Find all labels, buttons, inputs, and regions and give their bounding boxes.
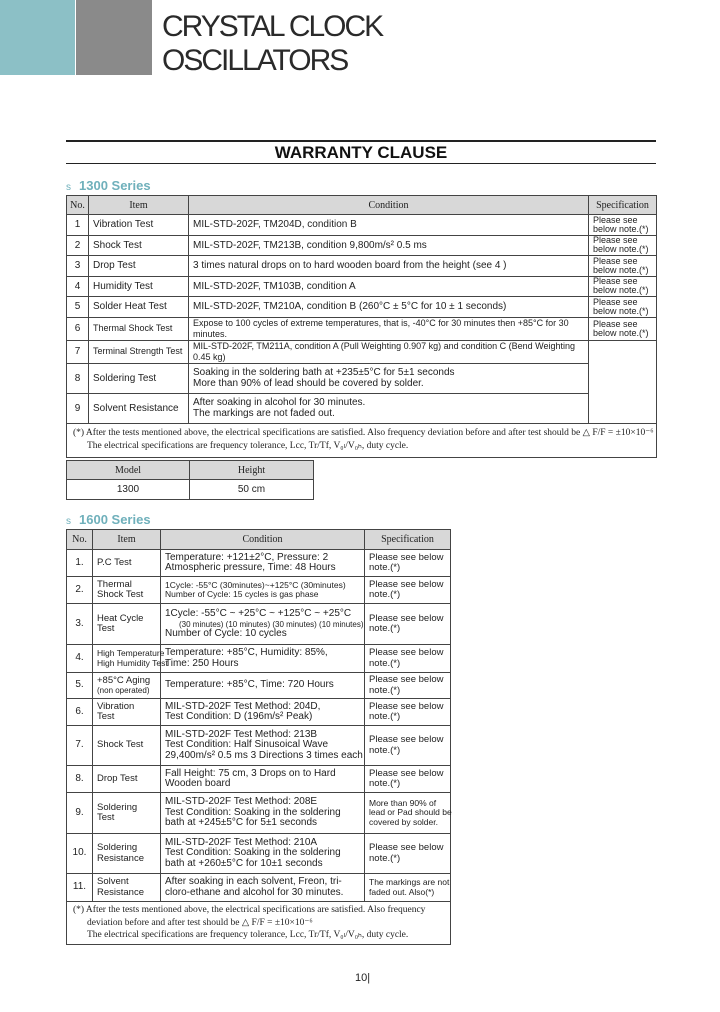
row-item xyxy=(93,577,161,604)
row-spec xyxy=(589,235,657,256)
spec-line: Please see xyxy=(593,318,638,329)
spec-line: Please see below xyxy=(369,734,444,745)
item-line: Vibration xyxy=(97,700,135,712)
row-condition xyxy=(189,393,589,423)
header-spec: Specification xyxy=(365,530,451,550)
series2-bullet: s xyxy=(66,516,71,527)
table-header-row xyxy=(67,461,314,480)
row-condition xyxy=(161,793,365,834)
table-row xyxy=(67,834,451,874)
series2-title: 1600 Series xyxy=(79,512,151,527)
row-condition: Expose to 100 cycles of extreme temperatures, that is, -40°C for 30 minutes then +85°C for 30 minutes. xyxy=(189,317,589,340)
condition-line: Wooden board xyxy=(165,778,231,789)
table-row xyxy=(67,793,451,834)
table-row xyxy=(67,393,657,423)
row-spec xyxy=(589,276,657,297)
item-line: Soldering xyxy=(97,801,138,813)
row-condition xyxy=(161,673,365,699)
item-line: (non operated) xyxy=(97,686,150,696)
row-spec xyxy=(365,645,451,673)
spec-line: covered by solder. xyxy=(369,816,438,827)
condition-line: MIL-STD-202F Test Method: 208E xyxy=(165,796,318,808)
row-no: 7. xyxy=(67,726,93,766)
series1-note xyxy=(67,423,657,457)
note-row xyxy=(67,423,657,457)
row-condition xyxy=(161,604,365,645)
row-condition xyxy=(161,726,365,766)
spec-line: Please see xyxy=(593,235,638,246)
condition-line: cloro-ethane and alcohol for 30 minutes. xyxy=(165,886,344,898)
row-no: 5 xyxy=(67,297,89,318)
item-line: Solvent xyxy=(97,876,129,887)
item-line: Test xyxy=(97,711,115,722)
row-spec xyxy=(365,766,451,793)
spec-line: note.(*) xyxy=(369,778,401,789)
condition-line: After soaking in each solvent, Freon, tri- xyxy=(165,876,342,887)
condition-line: Test Condition: Half Sinusoical Wave xyxy=(165,739,329,751)
condition-line: Temperature: +85°C, Time: 720 Hours xyxy=(165,679,334,691)
condition-line: Soaking in the soldering bath at +235±5°C for 5±1 seconds xyxy=(193,367,455,378)
condition-line: Temperature: +85°C, Humidity: 85%, xyxy=(165,647,328,658)
row-spec xyxy=(589,256,657,277)
row-no: 2. xyxy=(67,577,93,604)
row-no: 9. xyxy=(67,793,93,834)
row-condition: MIL-STD-202F, TM103B, condition A xyxy=(189,276,589,297)
item-line: Test xyxy=(97,812,115,823)
row-item: Drop Test xyxy=(89,256,189,277)
item-line: P.C Test xyxy=(97,556,132,568)
table-row xyxy=(67,645,451,673)
header-title-line1: CRYSTAL CLOCK xyxy=(162,10,383,43)
series1-title: 1300 Series xyxy=(79,178,151,193)
row-no: 6. xyxy=(67,699,93,726)
row-condition: 3 times natural drops on to hard wooden board from the height (see 4 ) xyxy=(189,256,589,277)
header-item: Item xyxy=(89,196,189,215)
row-item xyxy=(93,645,168,673)
row-spec xyxy=(365,673,451,699)
condition-line: Fall Height: 75 cm, 3 Drops on to Hard xyxy=(165,767,336,779)
table-row xyxy=(67,673,451,699)
page-header-title xyxy=(162,10,382,78)
spec-line: The markings are not xyxy=(369,877,450,887)
row-spec xyxy=(365,577,451,604)
condition-line: MIL-STD-202F Test Method: 204D, xyxy=(165,700,321,712)
header-condition: Condition xyxy=(161,530,365,550)
header-gray-block xyxy=(76,0,152,75)
spec-line: note.(*) xyxy=(369,744,401,756)
row-condition xyxy=(161,577,365,604)
row-condition xyxy=(161,766,365,793)
condition-line: (30 minutes) (10 minutes) (30 minutes) (10 minutes) xyxy=(179,619,364,629)
header-teal-block xyxy=(0,0,75,75)
condition-line: Test Condition: Soaking in the soldering xyxy=(165,847,341,859)
row-spec xyxy=(589,297,657,318)
table-row xyxy=(67,235,657,256)
table-row xyxy=(67,726,451,766)
row-item xyxy=(93,874,161,902)
row-condition xyxy=(161,699,365,726)
table-row xyxy=(67,340,657,363)
item-line: Test xyxy=(97,623,115,634)
item-line: High Humidity Test xyxy=(97,657,168,668)
note-line: The electrical specifications are frequency tolerance, Lcc, Tr/Tf, V₀ₗ/V₀ₕ, duty cycle. xyxy=(87,930,409,940)
spec-line: Please see xyxy=(593,214,638,225)
row-no: 10. xyxy=(67,834,93,874)
row-no: 11. xyxy=(67,874,93,902)
table-row xyxy=(67,766,451,793)
row-item xyxy=(93,766,161,793)
spec-line: Please see below xyxy=(369,700,444,712)
row-item xyxy=(93,699,161,726)
row-item xyxy=(93,793,161,834)
spec-line: below note.(*) xyxy=(593,223,649,234)
row-no: 9 xyxy=(67,393,89,423)
item-line: Shock Test xyxy=(97,739,144,751)
spec-line: lead or Pad should be xyxy=(369,807,452,818)
row-item xyxy=(93,550,161,577)
note-line: The electrical specifications are frequency tolerance, Lcc, Tr/Tf, V₀ₗ/V₀ₕ, duty cycle. xyxy=(87,441,409,451)
header-title-line2: OSCILLATORS xyxy=(162,44,348,77)
condition-line: After soaking in alcohol for 30 minutes. xyxy=(193,397,366,408)
section-rule-bottom xyxy=(66,163,656,164)
table-row xyxy=(67,604,451,645)
table-row xyxy=(67,363,657,393)
row-item: Thermal Shock Test xyxy=(89,317,189,340)
spec-line: More than 90% of xyxy=(369,797,437,808)
spec-line: note.(*) xyxy=(369,852,401,864)
row-condition: MIL-STD-202F, TM211A, condition A (Pull Weighting 0.907 kg) and condition C (Bend Weighting 0.45 kg) xyxy=(189,340,589,363)
model-value: 1300 xyxy=(67,480,190,500)
row-spec xyxy=(589,317,657,340)
row-no: 8. xyxy=(67,766,93,793)
condition-line: 29,400m/s² 0.5 ms 3 Directions 3 times each xyxy=(165,749,363,761)
spec-line: Please see xyxy=(593,296,638,307)
item-line: Drop Test xyxy=(97,772,138,784)
spec-line: note.(*) xyxy=(369,657,401,669)
series2-heading xyxy=(66,512,151,527)
row-no: 1. xyxy=(67,550,93,577)
spec-line: Please see below xyxy=(369,551,444,563)
row-condition xyxy=(161,645,365,673)
row-item: Soldering Test xyxy=(89,363,189,393)
table-row xyxy=(67,256,657,277)
header-height: Height xyxy=(190,461,314,480)
condition-line: Number of Cycle: 10 cycles xyxy=(165,627,287,639)
table-row xyxy=(67,577,451,604)
row-spec xyxy=(365,604,451,645)
row-spec xyxy=(365,874,451,902)
table-header-row xyxy=(67,196,657,215)
condition-line: MIL-STD-202F Test Method: 210A xyxy=(165,836,318,848)
series1-bullet: s xyxy=(66,182,71,193)
spec-line: Please see below xyxy=(369,842,444,853)
table-header-row xyxy=(67,530,451,550)
row-item: Shock Test xyxy=(89,235,189,256)
row-no: 6 xyxy=(67,317,89,340)
row-item: Vibration Test xyxy=(89,215,189,236)
row-condition xyxy=(161,834,365,874)
row-spec-merged xyxy=(589,340,657,423)
row-spec xyxy=(365,726,451,766)
series1-table xyxy=(66,195,657,458)
model-height-table xyxy=(66,460,314,500)
header-model: Model xyxy=(67,461,190,480)
spec-line: Please see xyxy=(593,276,638,287)
row-item: Solder Heat Test xyxy=(89,297,189,318)
row-no: 4. xyxy=(67,645,93,673)
condition-line: MIL-STD-202F Test Method: 213B xyxy=(165,728,318,740)
condition-line: More than 90% of lead should be covered by solder. xyxy=(193,378,424,389)
spec-line: below note.(*) xyxy=(593,305,649,316)
condition-line: Time: 250 Hours xyxy=(165,657,239,669)
item-line: +85°C Aging xyxy=(97,674,151,686)
table-row xyxy=(67,874,451,902)
row-no: 3. xyxy=(67,604,93,645)
condition-line: Number of Cycle: 15 cycles is gas phase xyxy=(165,589,319,599)
item-line: Resistance xyxy=(97,886,144,898)
spec-line: note.(*) xyxy=(369,589,401,600)
item-line: Resistance xyxy=(97,852,144,864)
row-no: 7 xyxy=(67,340,89,363)
header-no: No. xyxy=(67,530,93,550)
header-item: Item xyxy=(93,530,161,550)
row-no: 4 xyxy=(67,276,89,297)
row-no: 8 xyxy=(67,363,89,393)
header-no: No. xyxy=(67,196,89,215)
row-spec xyxy=(365,793,451,834)
row-spec xyxy=(589,215,657,236)
spec-line: Please see below xyxy=(369,578,444,590)
row-item: Terminal Strength Test xyxy=(89,340,189,363)
row-item: Solvent Resistance xyxy=(89,393,189,423)
table-row xyxy=(67,699,451,726)
page-number: 10| xyxy=(355,972,371,984)
table-row xyxy=(67,215,657,236)
row-no: 3 xyxy=(67,256,89,277)
spec-line: below note.(*) xyxy=(593,244,649,255)
row-item xyxy=(93,834,161,874)
header-condition: Condition xyxy=(189,196,589,215)
item-line: High Temperature xyxy=(97,648,165,658)
spec-line: note.(*) xyxy=(369,562,401,573)
spec-line: Please see below xyxy=(369,767,444,779)
condition-line: Temperature: +121±2°C, Pressure: 2 xyxy=(165,551,329,563)
header-spec: Specification xyxy=(589,196,657,215)
note-line: (*) After the tests mentioned above, the electrical specifications are satisfied. Also frequency deviation before and after test should be △ F/F = ±10×10⁻⁶ xyxy=(73,428,654,438)
table-row xyxy=(67,276,657,297)
item-line: Soldering xyxy=(97,842,138,853)
row-condition xyxy=(161,874,365,902)
row-condition xyxy=(189,363,589,393)
spec-line: Please see below xyxy=(369,612,444,624)
condition-line: Test Condition: Soaking in the soldering xyxy=(165,806,341,818)
spec-line: faded out. Also(*) xyxy=(369,886,435,897)
item-line: Shock Test xyxy=(97,589,144,600)
spec-line: below note.(*) xyxy=(593,327,649,338)
item-line: Heat Cycle xyxy=(97,612,144,624)
row-spec xyxy=(365,834,451,874)
row-item xyxy=(93,604,161,645)
row-condition: MIL-STD-202F, TM210A, condition B (260°C ± 5°C for 10 ± 1 seconds) xyxy=(189,297,589,318)
note-line: (*) After the tests mentioned above, the electrical specifications are satisfied. Also frequency xyxy=(73,905,426,915)
row-no: 5. xyxy=(67,673,93,699)
table-row xyxy=(67,317,657,340)
row-item: Humidity Test xyxy=(89,276,189,297)
spec-line: Please see below xyxy=(369,647,444,658)
spec-line: below note.(*) xyxy=(593,285,649,296)
table-row xyxy=(67,297,657,318)
condition-line: Atmospheric pressure, Time: 48 Hours xyxy=(165,562,336,573)
condition-line: The markings are not faded out. xyxy=(193,408,335,419)
series2-note xyxy=(67,902,451,945)
condition-line: 1Cycle: -55°C ~ +25°C ~ +125°C ~ +25°C xyxy=(165,608,352,619)
spec-line: note.(*) xyxy=(369,623,401,634)
condition-line: 1Cycle: -55°C (30minutes)~+125°C (30minutes) xyxy=(165,579,346,590)
condition-line: bath at +245±5°C for 5±1 seconds xyxy=(165,817,318,829)
row-condition: MIL-STD-202F, TM204D, condition B xyxy=(189,215,589,236)
condition-line: bath at +260±5°C for 10±1 seconds xyxy=(165,857,323,869)
series1-heading xyxy=(66,178,151,193)
row-no: 2 xyxy=(67,235,89,256)
row-spec xyxy=(365,550,451,577)
row-spec xyxy=(365,699,451,726)
height-value: 50 cm xyxy=(190,480,314,500)
spec-line: Please see below xyxy=(369,674,444,685)
table-row xyxy=(67,480,314,500)
spec-line: note.(*) xyxy=(369,711,401,722)
item-line: Thermal xyxy=(97,578,132,590)
table-row xyxy=(67,550,451,577)
row-item xyxy=(93,673,161,699)
condition-line: Test Condition: D (196m/s² Peak) xyxy=(165,711,313,722)
note-line: deviation before and after test should be △ F/F = ±10×10⁻⁶ xyxy=(87,917,313,928)
row-no: 1 xyxy=(67,215,89,236)
spec-line: Please see xyxy=(593,255,638,266)
spec-line: note.(*) xyxy=(369,684,401,696)
spec-line: below note.(*) xyxy=(593,264,649,275)
note-row xyxy=(67,902,451,945)
section-title: WARRANTY CLAUSE xyxy=(274,143,448,162)
row-item xyxy=(93,726,161,766)
series2-table xyxy=(66,529,451,945)
row-condition: MIL-STD-202F, TM213B, condition 9,800m/s² 0.5 ms xyxy=(189,235,589,256)
row-condition xyxy=(161,550,365,577)
